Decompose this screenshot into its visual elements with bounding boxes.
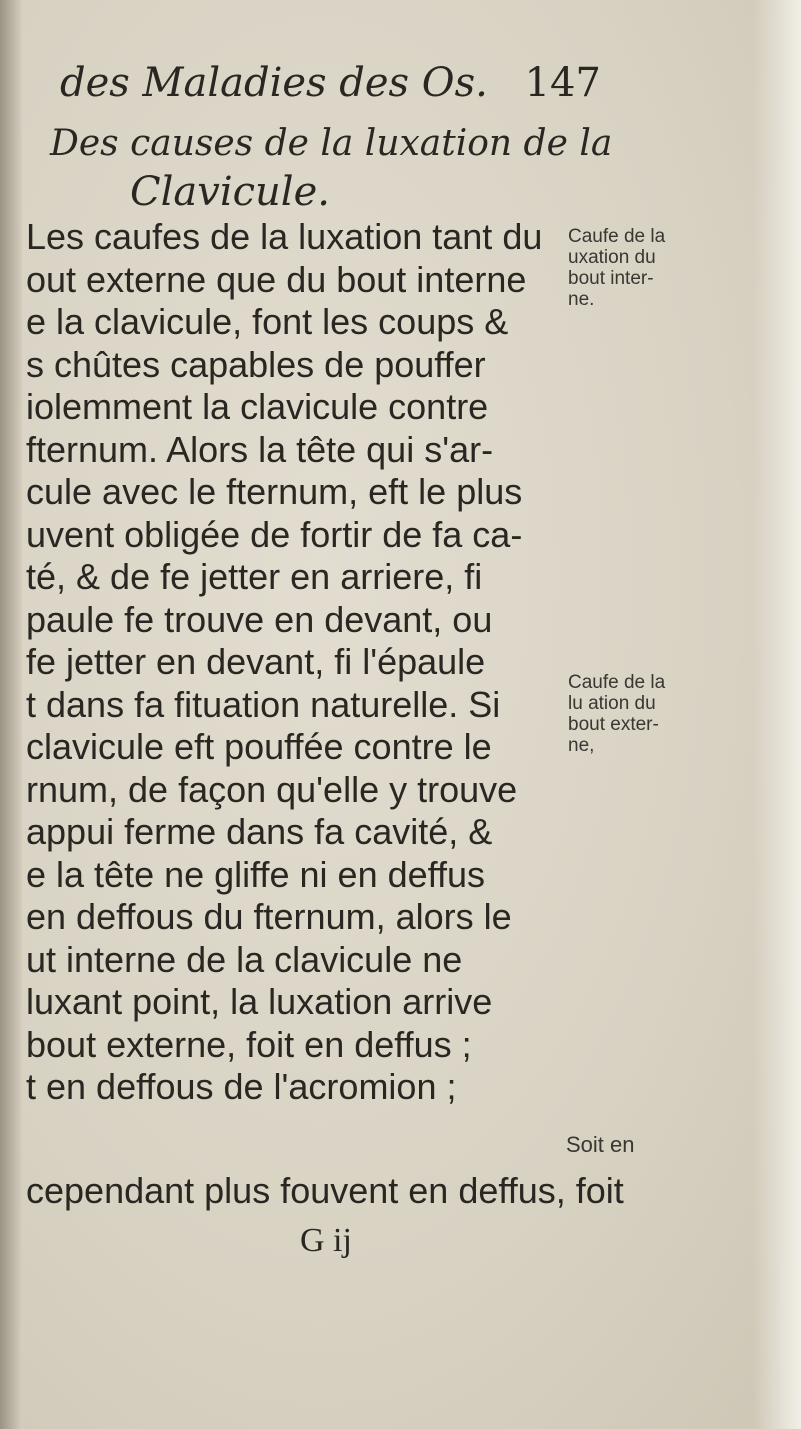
text-line: ut interne de la clavicule ne: [26, 938, 463, 980]
page-number: 147: [524, 60, 601, 106]
running-header: [60, 60, 601, 106]
text-line: appui ferme dans fa cavité, &: [26, 811, 493, 852]
margin-note-line: bout exter-: [568, 714, 659, 735]
chapter-title: [50, 120, 612, 216]
chapter-title-line-2: Clavicule.: [130, 169, 330, 215]
text-line: t dans fa fituation naturelle. Si: [26, 683, 501, 725]
text-line: rnum, de façon qu'elle y trouve: [26, 768, 518, 810]
text-line: e la clavicule, font les coups &: [26, 301, 509, 342]
body-paragraph: [26, 216, 546, 1109]
margin-note-line: uxation du: [568, 247, 656, 268]
text-line: clavicule eft pouffée contre le: [26, 726, 492, 767]
margin-note-line: Caufe de la: [568, 672, 666, 693]
margin-note-1: [568, 226, 768, 310]
running-title: des Maladies des Os.: [60, 60, 488, 106]
margin-note-line: ne.: [568, 289, 595, 310]
text-line: uvent obligée de fortir de fa ca-: [26, 513, 523, 555]
chapter-title-line-1: Des causes de la luxation de la: [50, 123, 613, 164]
text-line: out externe que du bout interne: [26, 258, 527, 300]
text-line: t en deffous de l'acromion ;: [26, 1066, 457, 1107]
margin-note-2: [568, 672, 768, 756]
text-line: fternum. Alors la tête qui s'ar-: [26, 428, 494, 470]
text-line: e la tête ne gliffe ni en deffus: [26, 853, 486, 895]
text-line: té, & de fe jetter en arriere, fi: [26, 556, 483, 597]
text-line: cule avec le fternum, eft le plus: [26, 471, 523, 512]
margin-note-line: Caufe de la: [568, 226, 666, 247]
margin-note-line: lu ation du: [568, 693, 656, 714]
text-line: en deffous du fternum, alors le: [26, 896, 512, 937]
text-line: fe jetter en devant, fi l'épaule: [26, 641, 486, 682]
text-line: Les caufes de la luxation tant du: [26, 216, 543, 257]
margin-note-line: bout inter-: [568, 268, 654, 289]
text-line: paule fe trouve en devant, ou: [26, 598, 493, 640]
text-line: iolemment la clavicule contre: [26, 386, 489, 427]
last-text-line: cependant plus fouvent en deffus, foit: [26, 1170, 624, 1211]
text-line: bout externe, foit en deffus ;: [26, 1023, 472, 1065]
margin-note-3: Soit en: [566, 1132, 635, 1157]
text-line: s chûtes capables de pouffer: [26, 343, 486, 385]
signature-mark: G ij: [300, 1222, 352, 1259]
page-binding-shadow: [0, 0, 22, 1429]
margin-note-line: ne,: [568, 735, 595, 756]
text-line: luxant point, la luxation arrive: [26, 981, 493, 1022]
